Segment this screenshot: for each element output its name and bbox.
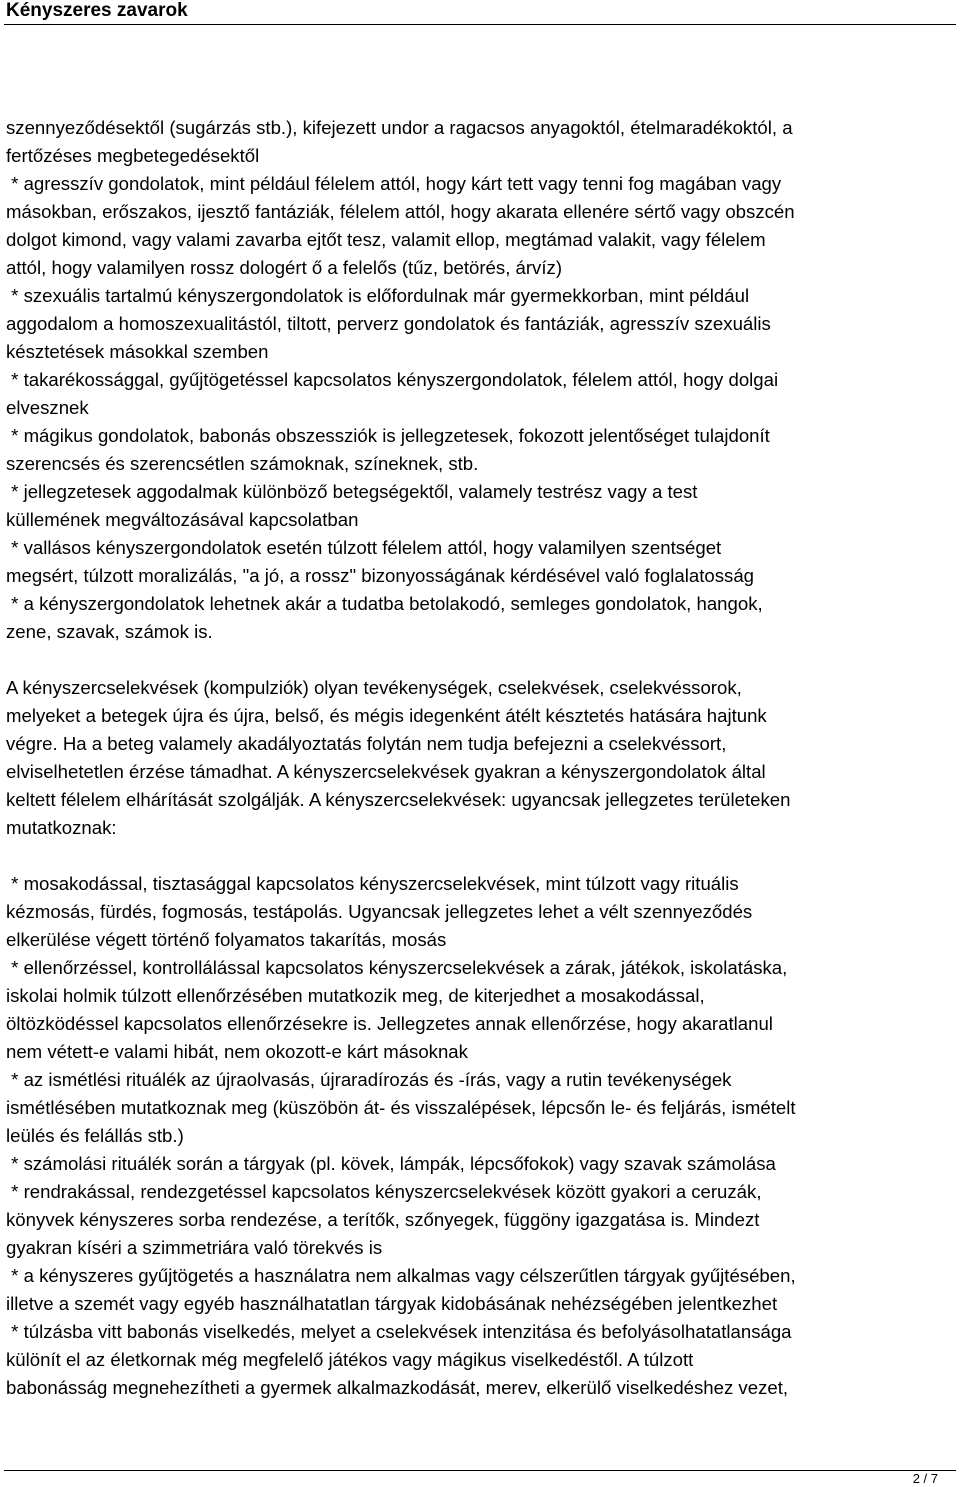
text-line: különít el az életkornak még megfelelő játékos vagy mágikus viselkedéstől. A túlzott	[6, 1349, 694, 1370]
text-line: elvesznek	[6, 397, 89, 418]
text-line: iskolai holmik túlzott ellenőrzésében mutatkozik meg, de kiterjedhet a mosakodással,	[6, 985, 705, 1006]
header-divider	[4, 24, 956, 25]
text-line: gyakran kíséri a szimmetriára való törekvés is	[6, 1237, 383, 1258]
paragraph	[6, 114, 956, 646]
page-number: 2 / 7	[912, 1471, 938, 1486]
paragraph	[6, 674, 956, 842]
footer-divider	[4, 1470, 956, 1471]
text-line: * ellenőrzéssel, kontrollálással kapcsolatos kényszercselekvések a zárak, játékok, iskolatáska,	[6, 957, 788, 978]
text-line: melyeket a betegek újra és újra, belső, és mégis idegenként átélt késztetés hatására hajtunk	[6, 705, 767, 726]
text-line: ismétlésében mutatkoznak meg (küszöbön át- és visszalépések, lépcsőn le- és feljárás, ismételt	[6, 1097, 796, 1118]
text-line: zene, szavak, számok is.	[6, 621, 213, 642]
text-line: babonásság megnehezítheti a gyermek alkalmazkodását, merev, elkerülő viselkedéshez vezet,	[6, 1377, 789, 1398]
page-header	[0, 0, 960, 28]
text-line: dolgot kimond, vagy valami zavarba ejtőt tesz, valamit ellop, megtámad valakit, vagy félelem	[6, 229, 766, 250]
text-line: * szexuális tartalmú kényszergondolatok is előfordulnak már gyermekkorban, mint például	[6, 285, 750, 306]
text-line: elkerülése végett történő folyamatos takarítás, mosás	[6, 929, 447, 950]
text-line: nem vétett-e valami hibát, nem okozott-e kárt másoknak	[6, 1041, 468, 1062]
document-title: Kényszeres zavarok	[6, 0, 188, 21]
text-line: keltett félelem elhárítását szolgálják. A kényszercselekvések: ugyancsak jellegzetes területeken	[6, 789, 791, 810]
text-line: késztetések másokkal szemben	[6, 341, 269, 362]
text-line: * takarékossággal, gyűjtögetéssel kapcsolatos kényszergondolatok, félelem attól, hogy dolgai	[6, 369, 779, 390]
text-line: * mágikus gondolatok, babonás obszessziók is jellegzetesek, fokozott jelentőséget tulajdonít	[6, 425, 770, 446]
text-line: leülés és felállás stb.)	[6, 1125, 184, 1146]
text-line: * vallásos kényszergondolatok esetén túlzott félelem attól, hogy valamilyen szentséget	[6, 537, 722, 558]
text-line: * túlzásba vitt babonás viselkedés, melyet a cselekvések intenzitása és befolyásolhatatlansága	[6, 1321, 792, 1342]
text-line: A kényszercselekvések (kompulziók) olyan tevékenységek, cselekvések, cselekvéssorok,	[6, 677, 742, 698]
text-line: könyvek kényszeres sorba rendezése, a terítők, szőnyegek, függöny igazgatása is. Mindezt	[6, 1209, 760, 1230]
text-line: * mosakodással, tisztasággal kapcsolatos kényszercselekvések, mint túlzott vagy rituális	[6, 873, 739, 894]
text-line: * a kényszeres gyűjtögetés a használatra nem alkalmas vagy célszerűtlen tárgyak gyűjtésében,	[6, 1265, 796, 1286]
text-line: * a kényszergondolatok lehetnek akár a tudatba betolakodó, semleges gondolatok, hangok,	[6, 593, 763, 614]
document-body	[6, 114, 956, 1402]
text-line: * agresszív gondolatok, mint például félelem attól, hogy kárt tett vagy tenni fog magában vagy	[6, 173, 782, 194]
text-line: szennyeződésektől (sugárzás stb.), kifejezett undor a ragacsos anyagoktól, ételmaradékoktól, a	[6, 117, 793, 138]
paragraph	[6, 870, 956, 1402]
text-line: kézmosás, fürdés, fogmosás, testápolás. Ugyancsak jellegzetes lehet a vélt szennyeződés	[6, 901, 753, 922]
text-line: másokban, erőszakos, ijesztő fantáziák, félelem attól, hogy akarata ellenére sértő vagy obszcén	[6, 201, 795, 222]
paragraph-spacer	[6, 842, 956, 870]
text-line: mutatkoznak:	[6, 817, 117, 838]
text-line: * az ismétlési rituálék az újraolvasás, újraradírozás és -írás, vagy a rutin tevékenységek	[6, 1069, 732, 1090]
text-line: * jellegzetesek aggodalmak különböző betegségektől, valamely testrész vagy a test	[6, 481, 698, 502]
text-line: * rendrakással, rendezgetéssel kapcsolatos kényszercselekvések között gyakori a ceruzák,	[6, 1181, 762, 1202]
text-line: megsért, túlzott moralizálás, "a jó, a rossz" bizonyosságának kérdésével való foglalatosság	[6, 565, 755, 586]
text-line: aggodalom a homoszexualitástól, tiltott, perverz gondolatok és fantáziák, agresszív szexuális	[6, 313, 771, 334]
text-line: fertőzéses megbetegedésektől	[6, 145, 260, 166]
text-line: végre. Ha a beteg valamely akadályoztatás folytán nem tudja befejezni a cselekvéssort,	[6, 733, 727, 754]
text-line: * számolási rituálék során a tárgyak (pl. kövek, lámpák, lépcsőfokok) vagy szavak számolása	[6, 1153, 776, 1174]
paragraph-spacer	[6, 646, 956, 674]
text-line: szerencsés és szerencsétlen számoknak, színeknek, stb.	[6, 453, 479, 474]
text-line: elviselhetetlen érzése támadhat. A kényszercselekvések gyakran a kényszergondolatok által	[6, 761, 766, 782]
text-line: illetve a szemét vagy egyéb használhatatlan tárgyak kidobásának nehézségében jelentkezhet	[6, 1293, 778, 1314]
text-line: küllemének megváltozásával kapcsolatban	[6, 509, 359, 530]
text-line: attól, hogy valamilyen rossz dologért ő a felelős (tűz, betörés, árvíz)	[6, 257, 563, 278]
text-line: öltözködéssel kapcsolatos ellenőrzésekre is. Jellegzetes annak ellenőrzése, hogy akaratlanul	[6, 1013, 773, 1034]
